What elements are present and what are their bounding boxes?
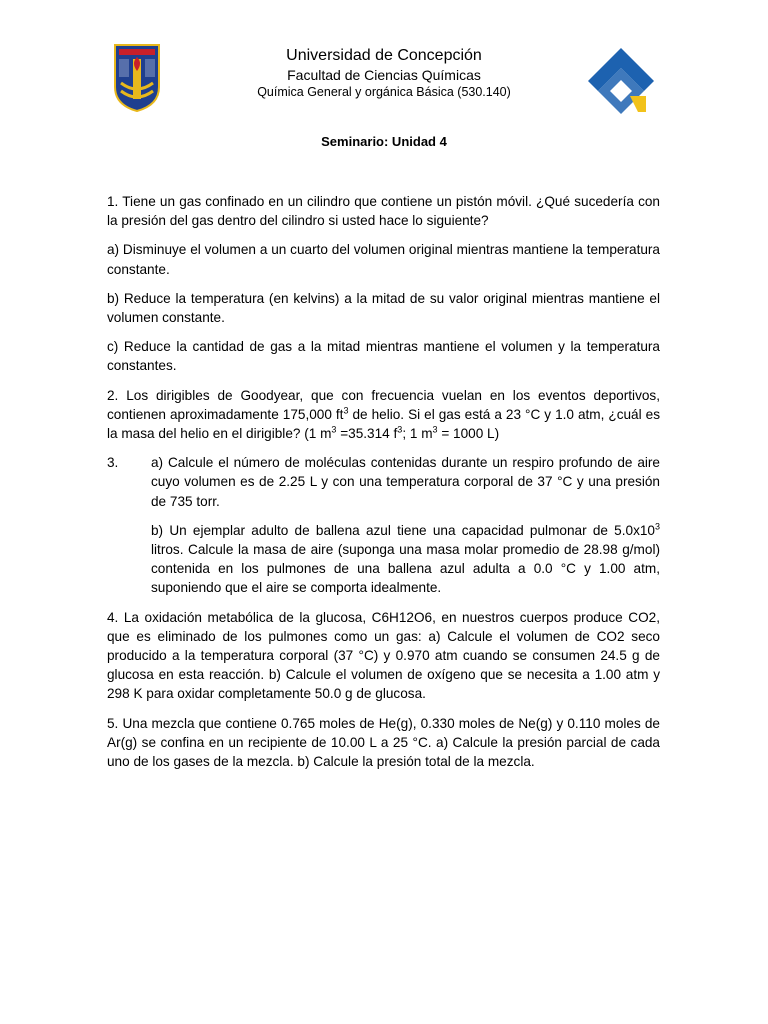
q2-sup-1: 3 xyxy=(343,405,349,416)
q2-sup-3: 3 xyxy=(397,424,403,435)
course-name: Química General y orgánica Básica (530.140) xyxy=(257,85,511,99)
question-5: 5. Una mezcla que contiene 0.765 moles de He(g), 0.330 moles de Ne(g) y 0.110 moles de Ar(g) se confina en un recipiente de 10.00 L a 25 °C. a) Calcule la presión parcial de cada uno de los gases de la mezcla. b) Calcule la presión total de la mezcla. xyxy=(107,715,660,770)
question-3 xyxy=(107,453,660,511)
document-header xyxy=(200,46,568,100)
question-1c: c) Reduce la cantidad de gas a la mitad mientras mantiene el volumen y la temperatura constantes. xyxy=(107,339,660,374)
question-1b: b) Reduce la temperatura (en kelvins) a la mitad de su valor original mientras mantiene el volumen constante. xyxy=(107,290,660,326)
q3b-sup: 3 xyxy=(654,521,660,532)
q2-text-1: 2. Los dirigibles de Goodyear, que con frecuencia vuelan en los eventos deportivos, contienen aproximadamente 175,000 ft xyxy=(107,387,660,422)
question-1-intro: 1. Tiene un gas confinado en un cilindro que contiene un pistón móvil. ¿Qué sucedería con la presión del gas dentro del cilindro si usted hace lo siguiente? xyxy=(107,194,660,229)
q2-text-5: = 1000 L) xyxy=(437,426,500,442)
question-2 xyxy=(107,386,660,444)
question-3-number: 3. xyxy=(107,455,119,471)
q2-sup-2: 3 xyxy=(331,424,337,435)
question-4: 4. La oxidación metabólica de la glucosa, C6H12O6, en nuestros cuerpos produce CO2, que es eliminado de los pulmones como un gas: a) Calcule el volumen de CO2 seco producido a la temperatura corporal (37 °C) y 0.970 atm cuando se consumen 24.5 g de glucosa en esta reacción. b) Calcule el volumen de oxígeno que se necesita a 1.00 atm y 298 K para oxidar completamente 50.0 g de glucosa. xyxy=(107,609,660,702)
question-3a: a) Calcule el número de moléculas contenidas durante un respiro profundo de aire cuyo volumen es de 2.25 L y con una temperatura corporal de 37 °C y una presión de 735 torr. xyxy=(151,455,660,509)
question-1a: a) Disminuye el volumen a un cuarto del volumen original mientras mantiene la temperatura constante. xyxy=(107,242,660,277)
faculty-name: Facultad de Ciencias Químicas xyxy=(287,67,481,83)
page-title: Seminario: Unidad 4 xyxy=(321,134,447,149)
university-shield-icon xyxy=(113,43,161,113)
q2-text-2: de helio. Si el gas está a 23 °C y 1.0 atm, ¿cuál es la masa del helio en el dirigible? (1 m xyxy=(107,406,660,442)
q3b-text-1: b) Un ejemplar adulto de ballena azul tiene una capacidad pulmonar de 5.0x10 xyxy=(151,522,655,538)
q2-text-3: =35.314 f xyxy=(336,426,398,442)
q3b-text-2: litros. Calcule la masa de aire (suponga una masa molar promedio de 28.98 g/mol) contenida en los pulmones de una ballena azul adulta a 0.0 °C y 1.00 atm, suponiendo que el aire se comporta idealmente. xyxy=(151,542,660,596)
university-name: Universidad de Concepción xyxy=(286,47,482,64)
question-3b xyxy=(151,521,660,598)
document-body xyxy=(107,192,660,781)
faculty-logo-icon xyxy=(586,46,656,116)
q2-sup-4: 3 xyxy=(432,424,438,435)
q2-text-4: ; 1 m xyxy=(402,426,433,442)
